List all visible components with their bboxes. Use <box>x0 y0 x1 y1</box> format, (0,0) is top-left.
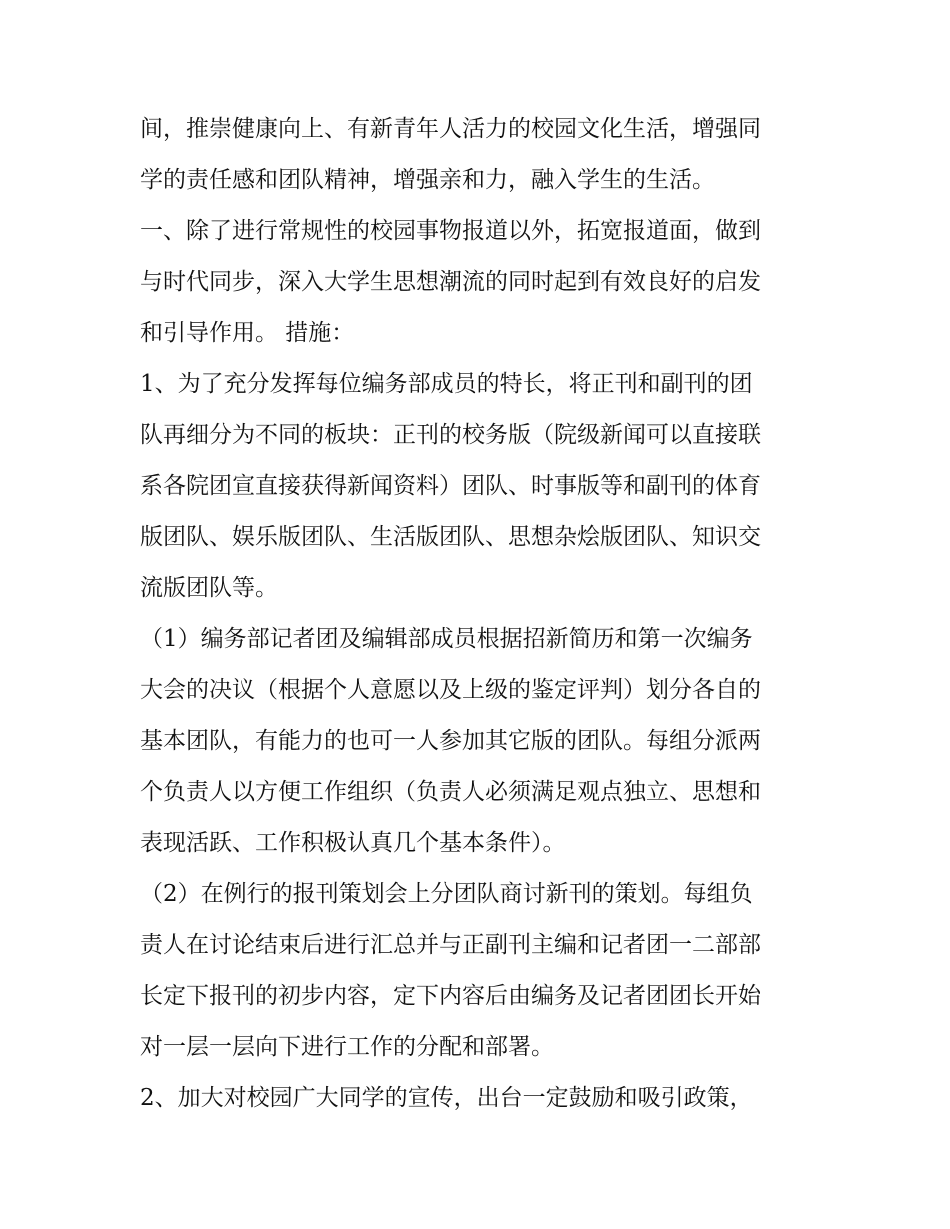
text-line: 流版团队等。 <box>140 575 278 601</box>
text-line: 间，推崇健康向上、有新青年人活力的校园文化生活，增强同 <box>140 116 761 142</box>
text-line: 版团队、娱乐版团队、生活版团队、思想杂烩版团队、知识交 <box>140 524 761 550</box>
text-line: 1、为了充分发挥每位编务部成员的特长，将正刊和副刊的团 <box>140 371 753 397</box>
text-line: 队再细分为不同的板块：正刊的校务版（院级新闻可以直接联 <box>140 422 761 448</box>
text-line: 系各院团宣直接获得新闻资料）团队、时事版等和副刊的体育 <box>140 473 761 499</box>
text-line: 和引导作用。 措施： <box>140 320 355 346</box>
text-line: 学的责任感和团队精神，增强亲和力，融入学生的生活。 <box>140 167 715 193</box>
text-line: （2）在例行的报刊策划会上分团队商讨新刊的策划。每组负 <box>140 881 753 907</box>
text-line: 个负责人以方便工作组织（负责人必须满足观点独立、思想和 <box>140 779 761 805</box>
text-line: 表现活跃、工作积极认真几个基本条件）。 <box>140 830 566 856</box>
text-line: 长定下报刊的初步内容，定下内容后由编务及记者团团长开始 <box>140 983 761 1009</box>
text-line: 基本团队，有能力的也可一人参加其它版的团队。每组分派两 <box>140 728 761 754</box>
text-line: （1）编务部记者团及编辑部成员根据招新简历和第一次编务 <box>140 626 753 652</box>
text-line: 对一层一层向下进行工作的分配和部署。 <box>140 1034 554 1060</box>
text-line: 大会的决议（根据个人意愿以及上级的鉴定评判）划分各自的 <box>140 677 761 703</box>
text-line: 责人在讨论结束后进行汇总并与正副刊主编和记者团一二部部 <box>140 932 761 958</box>
body-text <box>140 104 820 1124</box>
text-line: 2、加大对校园广大同学的宣传，出台一定鼓励和吸引政策， <box>140 1085 753 1111</box>
text-line: 一、除了进行常规性的校园事物报道以外，拓宽报道面，做到 <box>140 218 761 244</box>
text-line: 与时代同步，深入大学生思想潮流的同时起到有效良好的启发 <box>140 269 761 295</box>
